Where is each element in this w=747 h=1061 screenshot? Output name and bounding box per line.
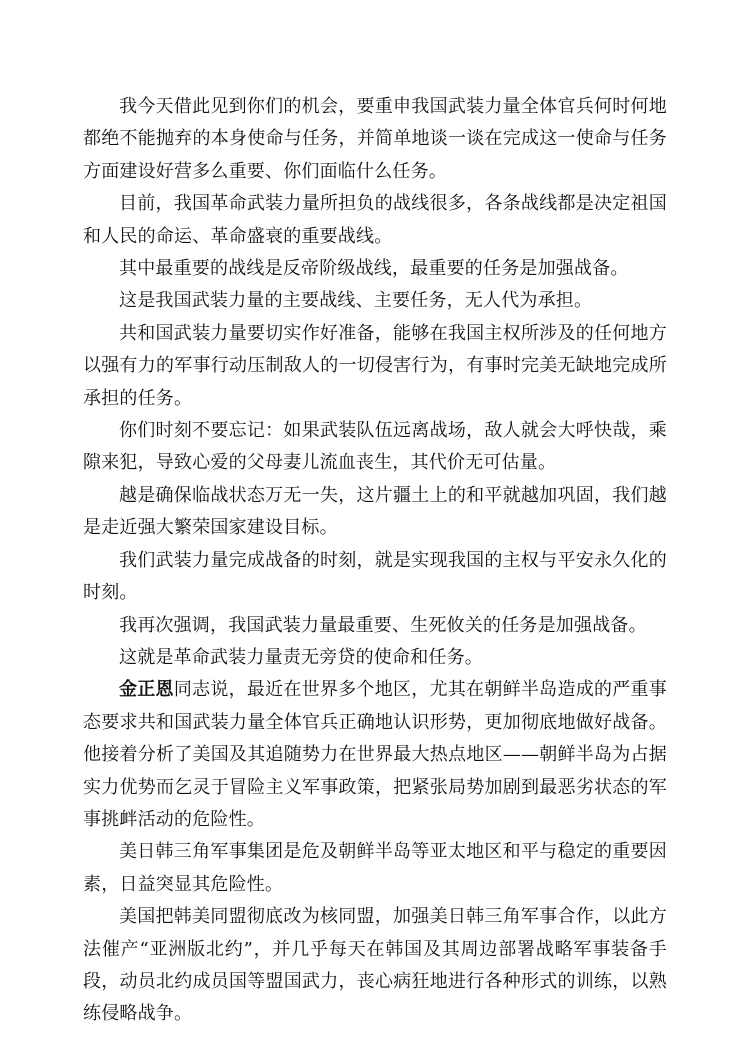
paragraph-8: 我们武装力量完成战备的时刻，就是实现我国的主权与平安永久化的时刻。 <box>83 549 667 604</box>
paragraph-7: 越是确保临战状态万无一失，这片疆土上的和平就越加巩固，我们越是走近强大繁荣国家建设目标。 <box>83 484 667 539</box>
document-body <box>83 91 667 1031</box>
paragraph-9: 我再次强调，我国武装力量最重要、生死攸关的任务是加强战备。 <box>119 614 647 636</box>
paragraph-1: 我今天借此见到你们的机会，要重申我国武装力量全体官兵何时何地都绝不能抛弃的本身使命与任务，并简单地谈一谈在完成这一使命与任务方面建设好营多么重要、你们面临什么任务。 <box>83 96 667 182</box>
leader-name: 金正恩 <box>119 679 174 701</box>
paragraph-12: 美日韩三角军事集团是危及朝鲜半岛等亚太地区和平与稳定的重要因素，日益突显其危险性。 <box>83 841 667 895</box>
paragraph-10: 这就是革命武装力量责无旁贷的使命和任务。 <box>119 646 483 668</box>
paragraph-2: 目前，我国革命武装力量所担负的战线很多，各条战线都是决定祖国和人民的命运、革命盛衰的重要战线。 <box>83 193 667 247</box>
paragraph-4: 这是我国武装力量的主要战线、主要任务，无人代为承担。 <box>119 290 593 312</box>
paragraph-5: 共和国武装力量要切实作好准备，能够在我国主权所涉及的任何地方以强有力的军事行动压制敌人的一切侵害行为，有事时完美无缺地完成所承担的任务。 <box>83 322 667 409</box>
paragraph-3: 其中最重要的战线是反帝阶级战线，最重要的任务是加强战备。 <box>119 258 629 280</box>
paragraph-6: 你们时刻不要忘记：如果武装队伍远离战场，敌人就会大呼快哉，乘隙来犯，导致心爱的父母妻儿流血丧生，其代价无可估量。 <box>83 420 667 474</box>
paragraph-11-text: 同志说，最近在世界多个地区，尤其在朝鲜半岛造成的严重事态要求共和国武装力量全体官兵正确地认识形势，更加彻底地做好战备。他接着分析了美国及其追随势力在世界最大热点地区——朝鲜半岛为占据实力优势而乞灵于冒险主义军事政策，把紧张局势加剧到最恶劣状态的军事挑衅活动的危险性。 <box>83 679 667 830</box>
paragraph-13: 美国把韩美同盟彻底改为核同盟，加强美日韩三角军事合作，以此方法催产“亚洲版北约”，并几乎每天在韩国及其周边部署战略军事装备手段，动员北约成员国等盟国武力，丧心病狂地进行各种形式的训练，以熟练侵略战争。 <box>83 906 667 1025</box>
paragraph-11 <box>83 674 667 836</box>
